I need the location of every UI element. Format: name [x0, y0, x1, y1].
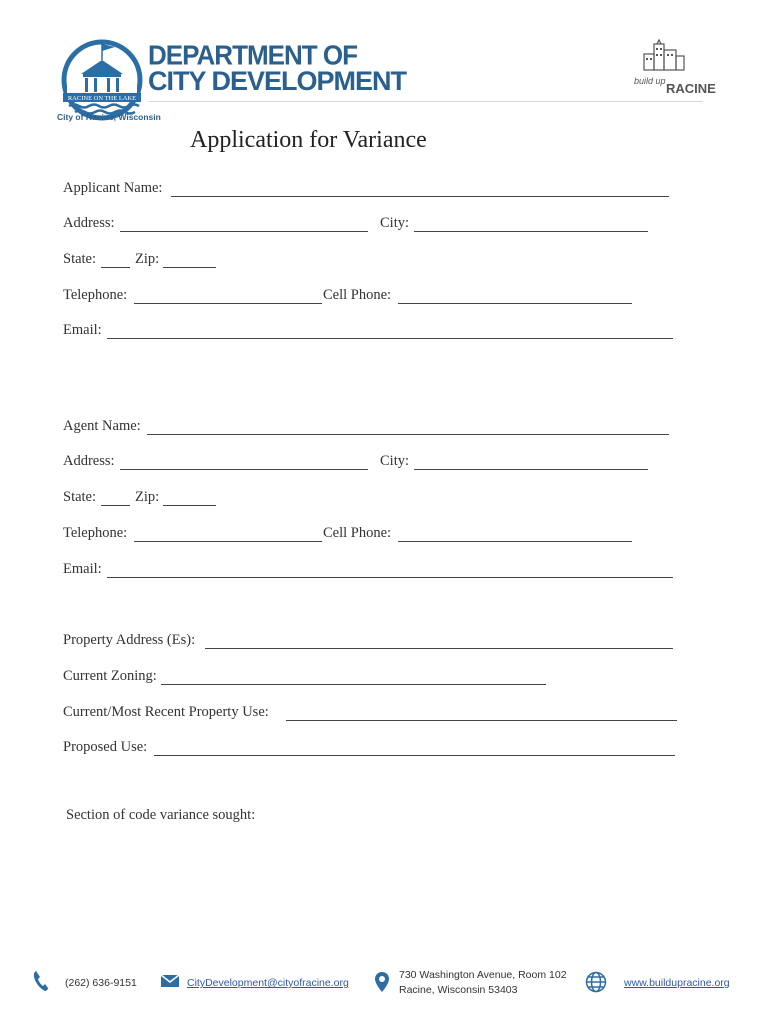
agent-city-label: City: — [380, 453, 410, 469]
applicant-cell-field[interactable] — [398, 303, 632, 304]
property-use-field[interactable] — [286, 720, 677, 721]
property-address-field[interactable] — [205, 648, 673, 649]
agent-city-field[interactable] — [414, 469, 648, 470]
footer-website-link[interactable]: www.buildupracine.org — [624, 977, 730, 989]
applicant-name-label: Applicant Name: — [63, 180, 163, 196]
footer — [0, 968, 770, 1008]
page-title: Application for Variance — [190, 127, 427, 153]
applicant-zip-label: Zip: — [135, 251, 160, 267]
agent-cell-field[interactable] — [398, 541, 632, 542]
agent-email-label: Email: — [63, 561, 102, 577]
globe-icon — [585, 971, 607, 993]
applicant-address-label: Address: — [63, 215, 115, 231]
applicant-cell-label: Cell Phone: — [323, 287, 392, 303]
current-zoning-field[interactable] — [161, 684, 546, 685]
agent-name-label: Agent Name: — [63, 418, 141, 434]
dept-line-2: CITY DEVELOPMENT — [148, 66, 407, 96]
applicant-state-field[interactable] — [101, 267, 130, 268]
buildup-text-1: build up — [634, 76, 666, 86]
agent-zip-field[interactable] — [163, 505, 216, 506]
applicant-address-field[interactable] — [120, 231, 368, 232]
code-variance-label: Section of code variance sought: — [66, 807, 256, 823]
agent-address-label: Address: — [63, 453, 115, 469]
applicant-email-field[interactable] — [107, 338, 673, 339]
agent-cell-label: Cell Phone: — [323, 525, 392, 541]
agent-email-field[interactable] — [107, 577, 673, 578]
header-divider — [148, 101, 703, 102]
agent-telephone-label: Telephone: — [63, 525, 128, 541]
dept-line-1: DEPARTMENT OF — [148, 39, 357, 71]
applicant-zip-field[interactable] — [163, 267, 216, 268]
build-up-racine-logo — [632, 40, 716, 98]
envelope-icon — [160, 973, 180, 989]
location-pin-icon — [374, 971, 390, 993]
footer-address-line-1: 730 Washington Avenue, Room 102 — [399, 969, 567, 981]
agent-address-field[interactable] — [120, 469, 368, 470]
applicant-name-field[interactable] — [171, 196, 669, 197]
buildup-text-2: RACINE — [666, 81, 716, 96]
proposed-use-label: Proposed Use: — [63, 739, 148, 755]
agent-state-label: State: — [63, 489, 97, 505]
property-address-label: Property Address (Es): — [63, 632, 196, 648]
applicant-state-label: State: — [63, 251, 97, 267]
proposed-use-field[interactable] — [154, 755, 675, 756]
footer-phone: (262) 636-9151 — [65, 977, 137, 989]
applicant-telephone-field[interactable] — [134, 303, 322, 304]
footer-email-link[interactable]: CityDevelopment@cityofracine.org — [187, 977, 349, 989]
phone-icon — [33, 970, 49, 992]
agent-state-field[interactable] — [101, 505, 130, 506]
property-use-label: Current/Most Recent Property Use: — [63, 704, 269, 720]
agent-name-field[interactable] — [147, 434, 669, 435]
city-caption: City of Racine, Wisconsin — [57, 112, 161, 122]
footer-address-line-2: Racine, Wisconsin 53403 — [399, 984, 518, 996]
applicant-city-field[interactable] — [414, 231, 648, 232]
seal-text: RACINE ON THE LAKE — [67, 95, 137, 102]
applicant-email-label: Email: — [63, 322, 102, 338]
agent-telephone-field[interactable] — [134, 541, 322, 542]
agent-zip-label: Zip: — [135, 489, 160, 505]
applicant-city-label: City: — [380, 215, 410, 231]
city-seal-logo — [57, 38, 147, 122]
applicant-telephone-label: Telephone: — [63, 287, 128, 303]
current-zoning-label: Current Zoning: — [63, 668, 157, 684]
